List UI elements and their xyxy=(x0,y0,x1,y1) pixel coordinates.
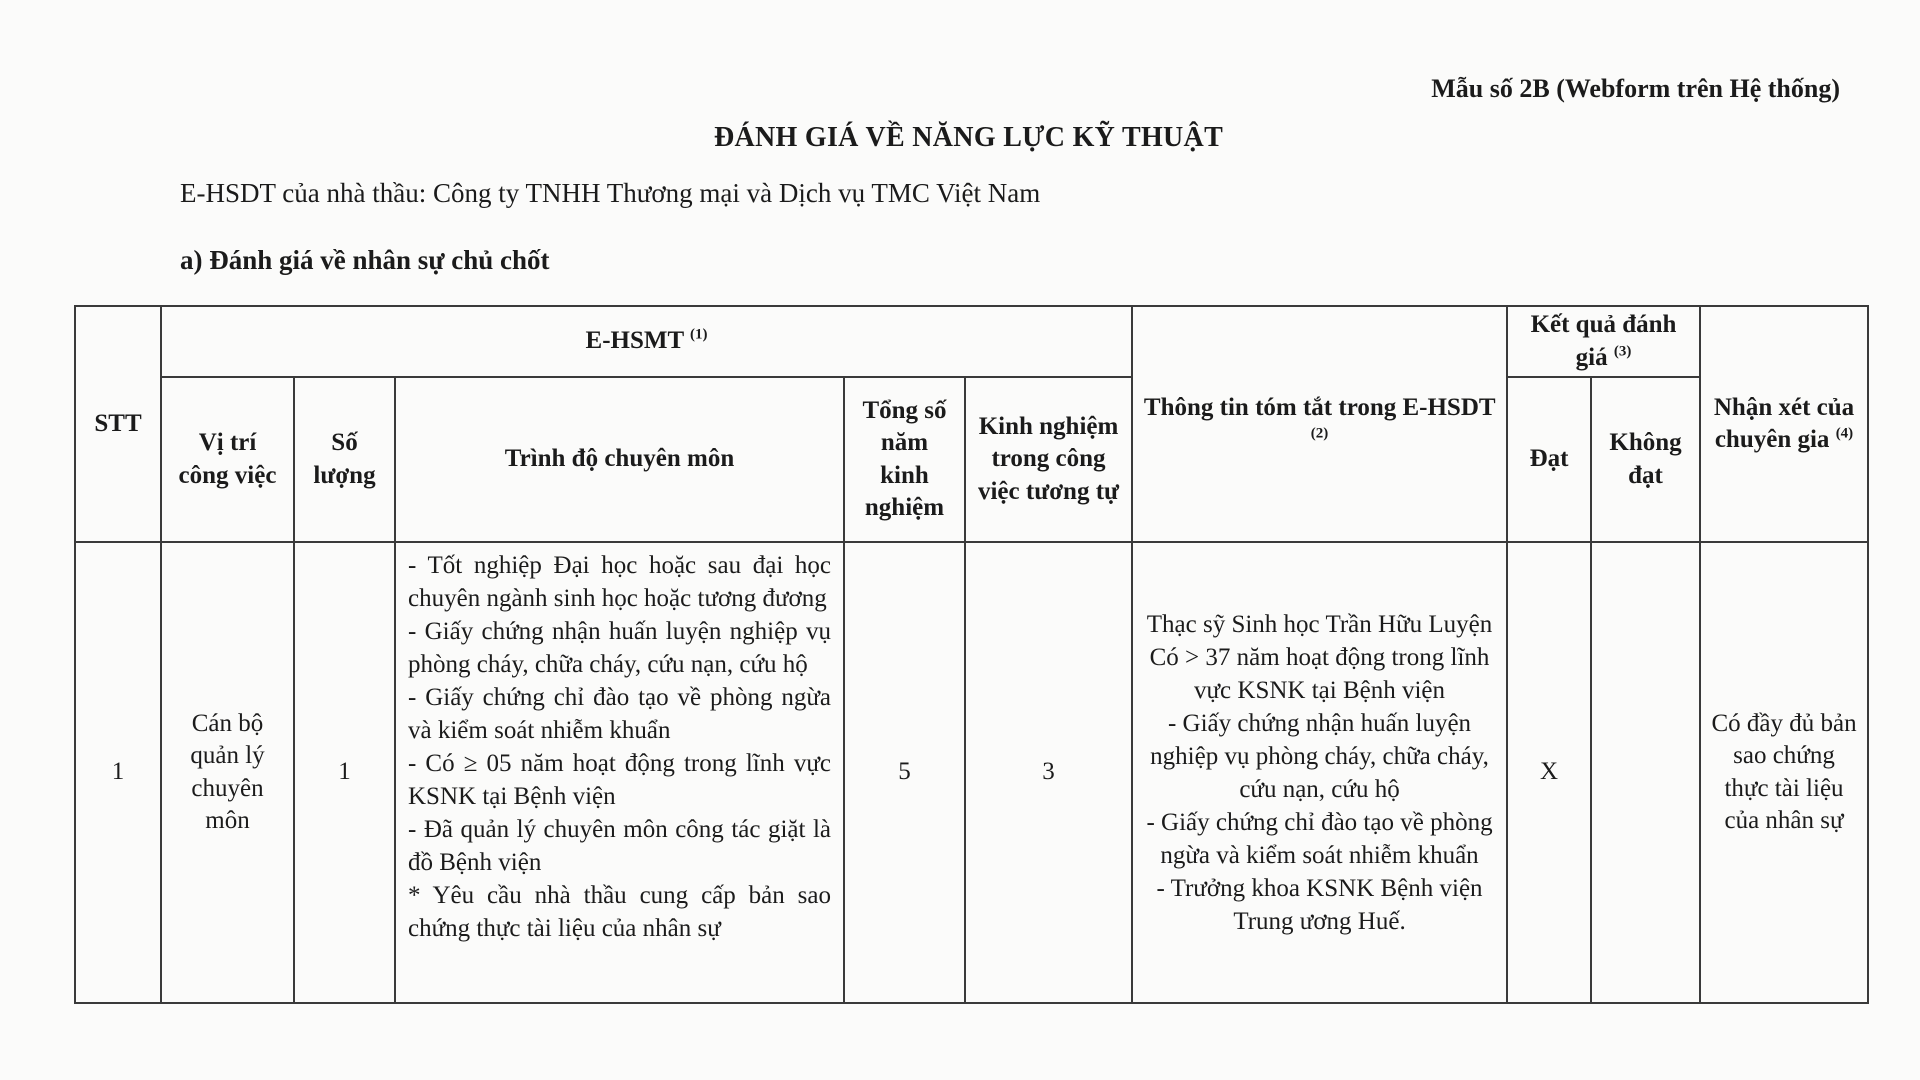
header-stt: STT xyxy=(75,306,161,542)
header-result xyxy=(1507,306,1700,377)
personnel-evaluation-table xyxy=(74,305,1869,1004)
header-fail: Không đạt xyxy=(1591,377,1700,542)
header-position: Vị trí công việc xyxy=(161,377,294,542)
header-result-note: (3) xyxy=(1613,343,1632,360)
header-result-label: Kết quả đánh giá xyxy=(1530,311,1677,371)
qualification-line: - Có ≥ 05 năm hoạt động trong lĩnh vực KSNK tại Bệnh viện xyxy=(408,750,831,810)
header-summary-label: Thông tin tóm tắt trong E-HSDT xyxy=(1143,393,1496,421)
header-ehsmt-note: (1) xyxy=(689,326,708,343)
qualification-line: - Tốt nghiệp Đại học hoặc sau đại học chuyên ngành sinh học hoặc tương đương xyxy=(408,552,831,612)
header-comment-label: Nhận xét của chuyên gia xyxy=(1713,393,1855,453)
bidder-line: E-HSDT của nhà thầu: Công ty TNHH Thương mại và Dịch vụ TMC Việt Nam xyxy=(180,178,1041,208)
cell-stt: 1 xyxy=(75,542,161,1003)
summary-line: - Giấy chứng nhận huấn luyện nghiệp vụ phòng cháy, chữa cháy, cứu nạn, cứu hộ xyxy=(1150,709,1489,803)
cell-qualification xyxy=(395,542,844,1003)
cell-position: Cán bộ quản lý chuyên môn xyxy=(161,542,294,1003)
qualification-line: * Yêu cầu nhà thầu cung cấp bản sao chứng thực tài liệu của nhân sự xyxy=(408,882,831,942)
header-pass: Đạt xyxy=(1507,377,1591,542)
qualification-line: - Giấy chứng chỉ đào tạo về phòng ngừa và kiểm soát nhiễm khuẩn xyxy=(408,684,831,744)
header-ehsmt-label: E-HSMT xyxy=(585,327,684,355)
header-summary xyxy=(1132,306,1507,542)
header-summary-note: (2) xyxy=(1310,425,1329,442)
header-qualification: Trình độ chuyên môn xyxy=(395,377,844,542)
section-title: a) Đánh giá về nhân sự chủ chốt xyxy=(180,245,550,275)
cell-quantity: 1 xyxy=(294,542,395,1003)
cell-total-years: 5 xyxy=(844,542,965,1003)
header-ehsmt xyxy=(161,306,1132,377)
cell-fail-mark xyxy=(1591,542,1700,1003)
summary-line: - Trưởng khoa KSNK Bệnh viện Trung ương Huế. xyxy=(1156,874,1483,935)
header-similar-experience: Kinh nghiệm trong công việc tương tự xyxy=(965,377,1132,542)
document-title: ĐÁNH GIÁ VỀ NĂNG LỰC KỸ THUẬT xyxy=(713,122,1224,153)
cell-summary xyxy=(1132,542,1507,1003)
header-comment-note: (4) xyxy=(1835,425,1854,442)
cell-comment: Có đầy đủ bản sao chứng thực tài liệu của nhân sự xyxy=(1700,542,1868,1003)
header-total-years: Tổng số năm kinh nghiệm xyxy=(844,377,965,542)
qualification-line: - Đã quản lý chuyên môn công tác giặt là đồ Bệnh viện xyxy=(408,816,831,876)
qualification-line: - Giấy chứng nhận huấn luyện nghiệp vụ phòng cháy, chữa cháy, cứu nạn, cứu hộ xyxy=(408,618,831,678)
header-comment xyxy=(1700,306,1868,542)
cell-similar-experience: 3 xyxy=(965,542,1132,1003)
cell-pass-mark: X xyxy=(1507,542,1591,1003)
header-quantity: Số lượng xyxy=(294,377,395,542)
summary-line: Có > 37 năm hoạt động trong lĩnh vực KSNK tại Bệnh viện xyxy=(1149,643,1490,704)
form-number: Mẫu số 2B (Webform trên Hệ thống) xyxy=(1431,74,1840,103)
summary-line: - Giấy chứng chỉ đào tạo về phòng ngừa và kiểm soát nhiễm khuẩn xyxy=(1146,808,1493,869)
table-row xyxy=(75,542,1868,1003)
summary-line: Thạc sỹ Sinh học Trần Hữu Luyện xyxy=(1146,610,1493,638)
